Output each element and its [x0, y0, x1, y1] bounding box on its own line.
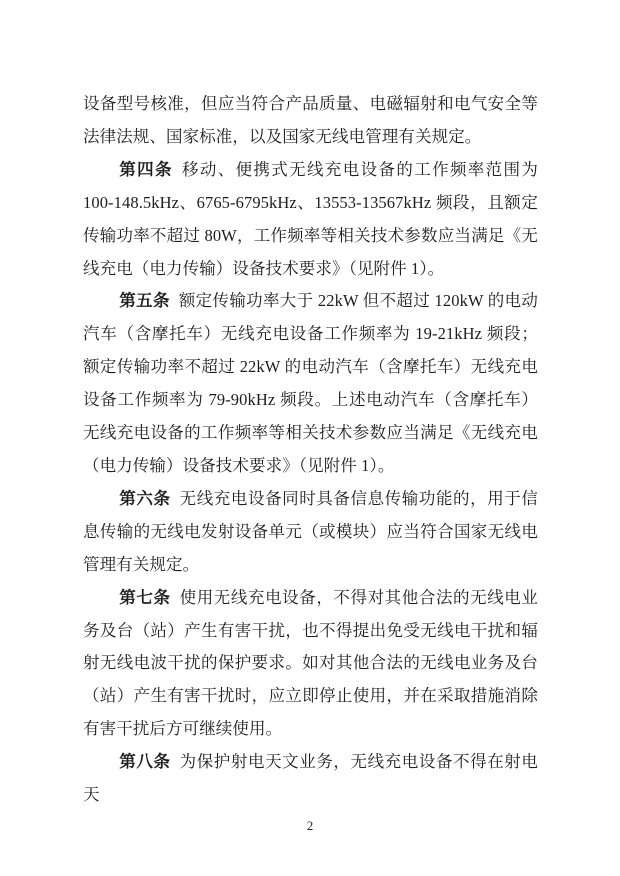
article-number: 第四条: [119, 159, 173, 179]
paragraph-text: 额定传输功率大于 22kW 但不超过 120kW 的电动汽车（含摩托车）无线充电设备工作频率为 19-21kHz 频段；额定传输功率不超过 22kW 的电动汽车（含摩托车）无线充电设备工作频率为 79-90kHz 频段。上述电动汽车（含摩托车）无线充电设备的工作频率等相关技术参数应当满足《无线充电（电力传输）设备技术要求》（见附件 1）。: [83, 291, 538, 475]
paragraph: [83, 88, 538, 154]
article-number: 第六条: [119, 488, 171, 508]
paragraph: [83, 582, 538, 747]
paragraph: [83, 285, 538, 482]
paragraph-text: 为保护射电天文业务，无线充电设备不得在射电天: [83, 752, 538, 805]
document-body: [83, 88, 538, 812]
paragraph-text: 无线充电设备同时具备信息传输功能的，用于信息传输的无线电发射设备单元（或模块）应当符合国家无线电管理有关规定。: [83, 488, 538, 574]
page-number: 2: [306, 818, 314, 833]
paragraph-text: 使用无线充电设备，不得对其他合法的无线电业务及台（站）产生有害干扰，也不得提出免受无线电干扰和辐射无线电波干扰的保护要求。如对其他合法的无线电业务及台（站）产生有害干扰时，应立即停止使用，并在采取措施消除有害干扰后方可继续使用。: [83, 587, 538, 739]
article-number: 第八条: [119, 752, 171, 772]
paragraph-text: 设备型号核准，但应当符合产品质量、电磁辐射和电气安全等法律法规、国家标准，以及国家无线电管理有关规定。: [83, 94, 538, 146]
article-number: 第七条: [119, 587, 171, 607]
paragraph: [83, 483, 538, 582]
paragraph-text: 移动、便携式无线充电设备的工作频率范围为 100-148.5kHz、6765-6795kHz、13553-13567kHz 频段，且额定传输功率不超过 80W，工作频率等相关技术参数应当满足《无线充电（电力传输）设备技术要求》（见附件 1）。: [83, 159, 539, 278]
paragraph: [83, 154, 538, 286]
paragraph: [83, 746, 538, 812]
article-number: 第五条: [119, 291, 170, 311]
